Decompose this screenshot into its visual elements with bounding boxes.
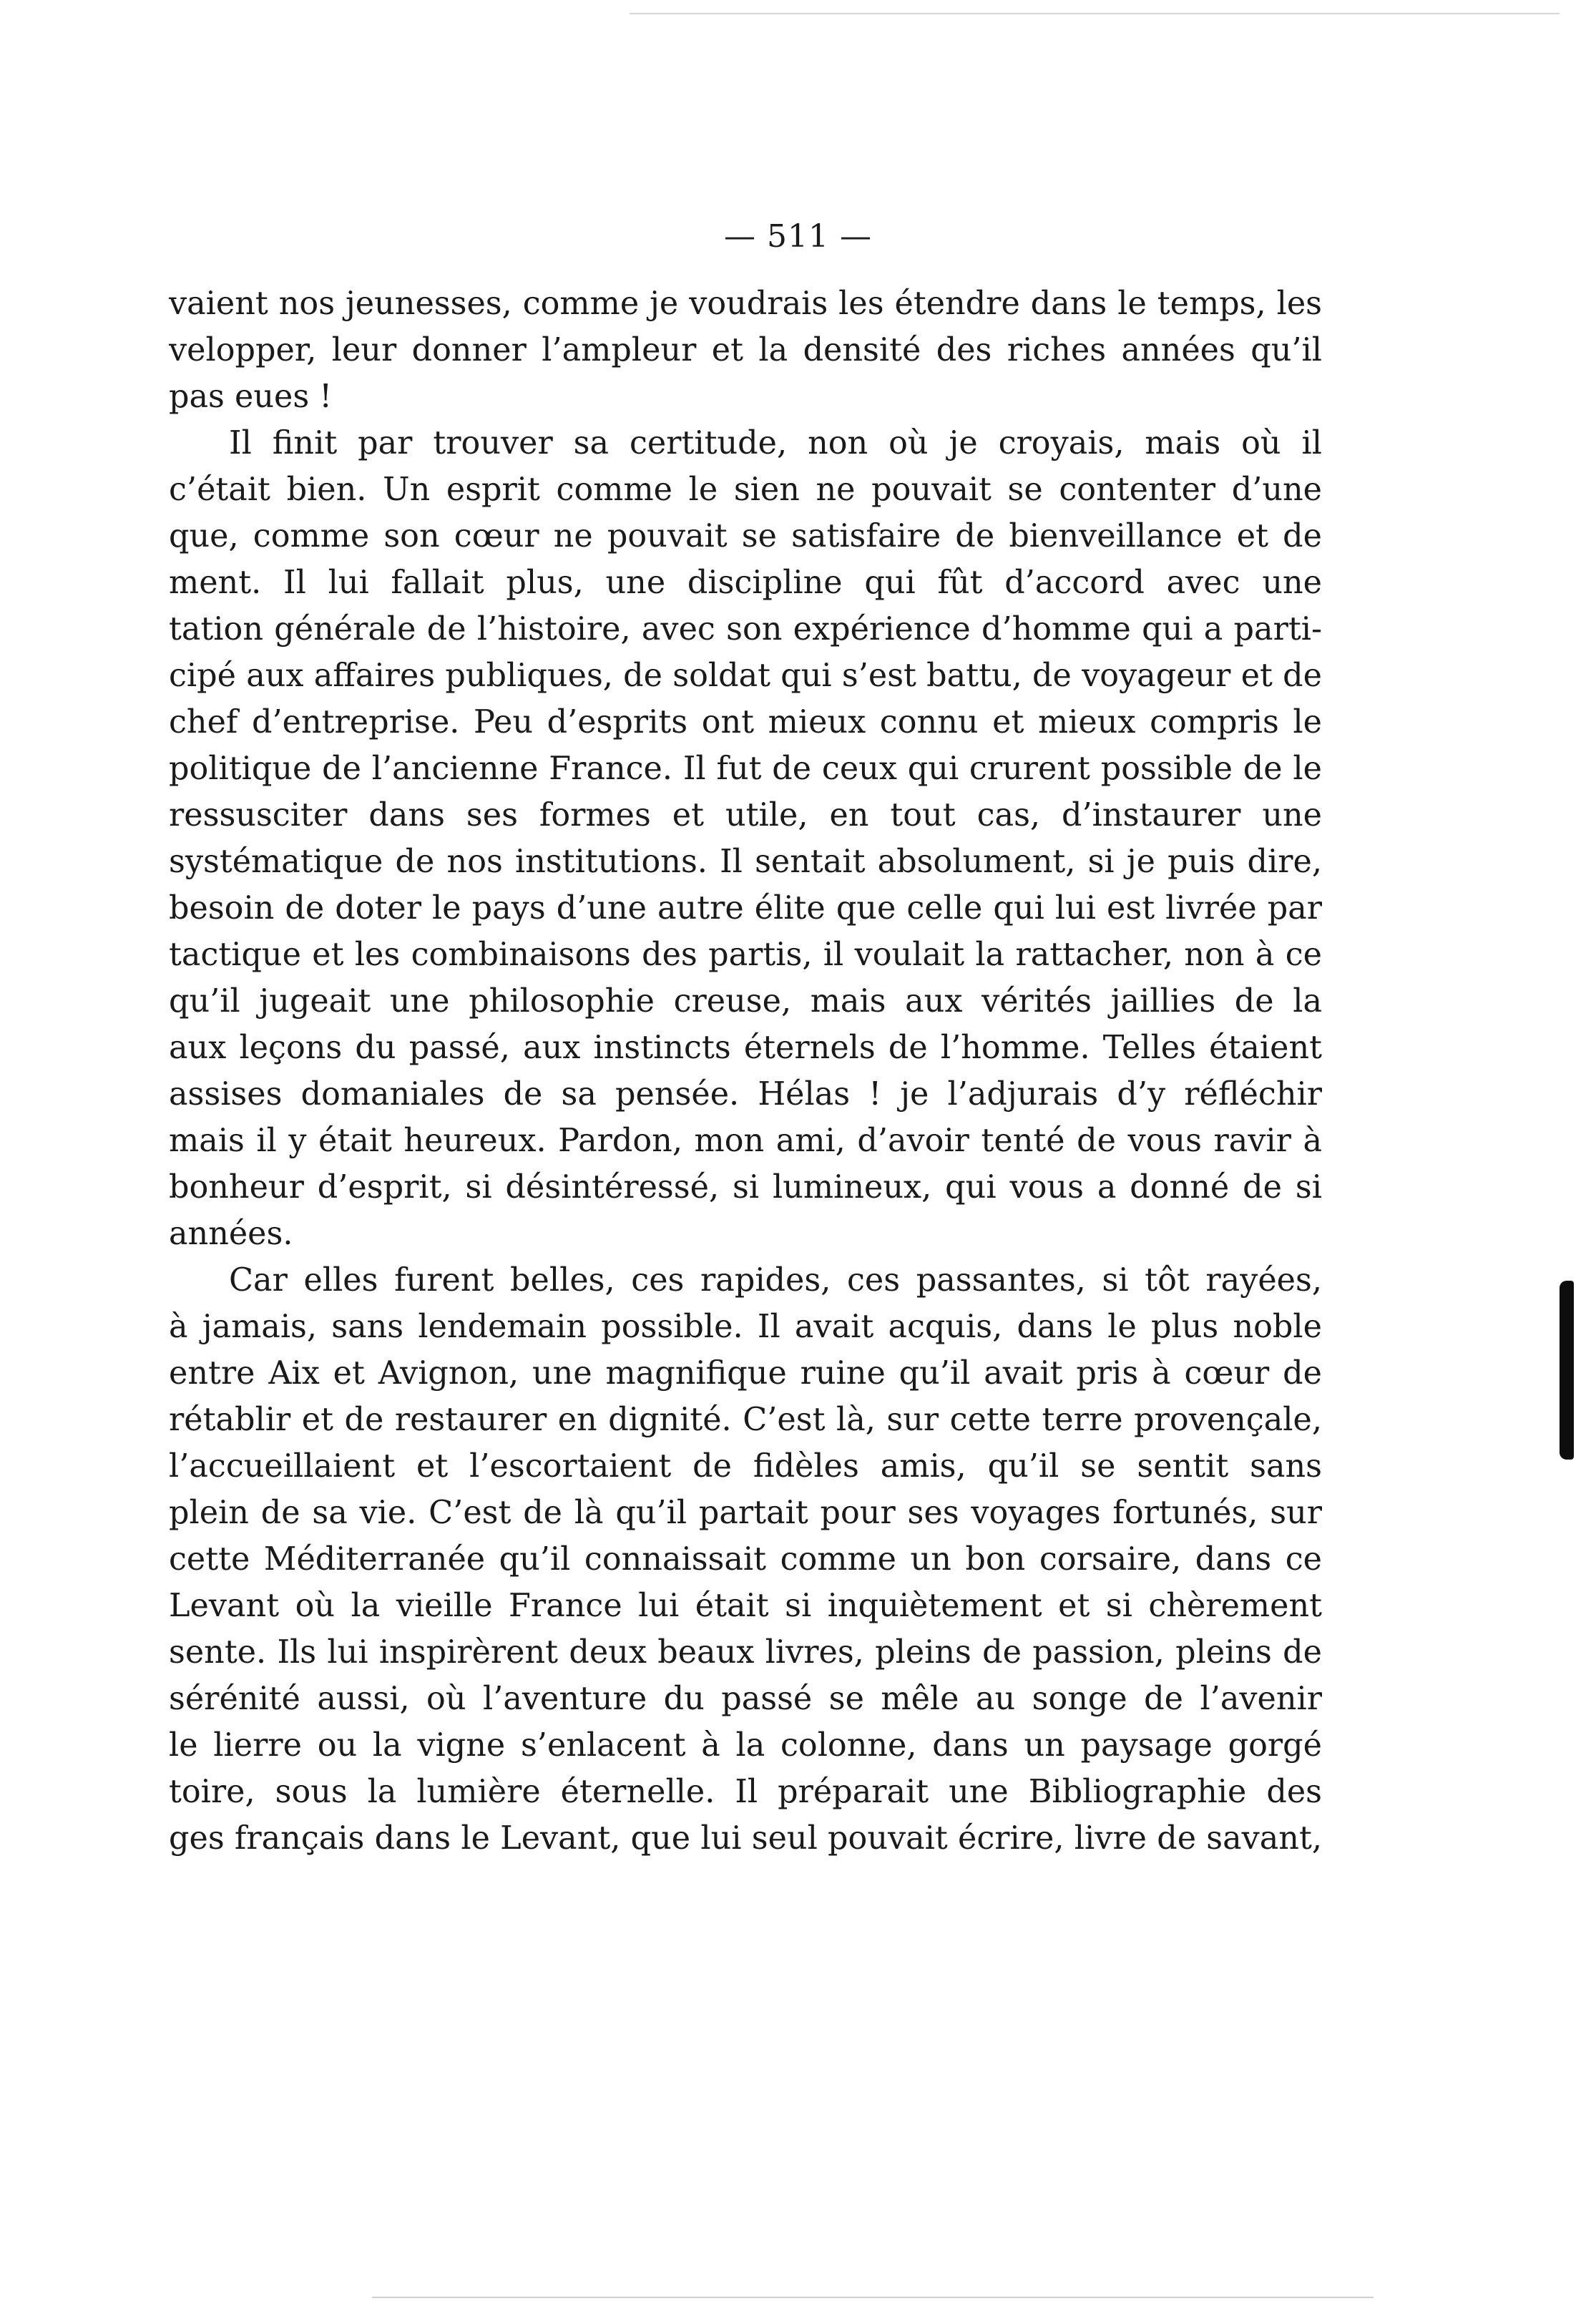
- text-line: velopper, leur donner l’ampleur et la densité des riches années qu’il: [169, 332, 1322, 368]
- text-line: sente. Ils lui inspirèrent deux beaux livres, pleins de passion, pleins de: [169, 1634, 1322, 1671]
- text-line: rétablir et de restaurer en dignité. C’est là, sur cette terre provençale,: [169, 1402, 1322, 1438]
- text-line: ges français dans le Levant, que lui seul pouvait écrire, livre de savant,: [169, 1820, 1322, 1857]
- text-line: ressusciter dans ses formes et utile, en tout cas, d’instaurer une: [169, 797, 1322, 834]
- text-line: bonheur d’esprit, si désintéressé, si lumineux, qui vous a donné de si: [169, 1169, 1322, 1206]
- text-line: années.: [169, 1216, 293, 1252]
- text-line: aux leçons du passé, aux instincts éternels de l’homme. Telles étaient: [169, 1030, 1322, 1066]
- body-text: [169, 280, 1322, 1862]
- text-line: vaient nos jeunesses, comme je voudrais les étendre dans le temps, les: [169, 285, 1322, 322]
- text-line: sérénité aussi, où l’aventure du passé se mêle au songe de l’avenir: [169, 1681, 1322, 1717]
- text-line: ment. Il lui fallait plus, une discipline qui fût d’accord avec une: [169, 565, 1322, 601]
- text-line: qu’il jugeait une philosophie creuse, mais aux vérités jaillies de la: [169, 983, 1322, 1020]
- text-line: Car elles furent belles, ces rapides, ces passantes, si tôt rayées,: [229, 1262, 1322, 1299]
- text-line: Levant où la vieille France lui était si inquiètement et si chèrement: [169, 1588, 1322, 1624]
- text-line: tation générale de l’histoire, avec son expérience d’homme qui a parti-: [169, 611, 1322, 648]
- text-line: cette Méditerranée qu’il connaissait comme un bon corsaire, dans ce: [169, 1541, 1322, 1578]
- text-line: pas eues !: [169, 378, 333, 415]
- text-line: cipé aux affaires publiques, de soldat qui s’est battu, de voyageur et de: [169, 658, 1322, 694]
- text-line: systématique de nos institutions. Il sentait absolument, si je puis dire,: [169, 844, 1322, 880]
- text-line: besoin de doter le pays d’une autre élite que celle qui lui est livrée par: [169, 890, 1322, 927]
- scan-top-edge: [630, 13, 1560, 14]
- text-line: entre Aix et Avignon, une magnifique ruine qu’il avait pris à cœur de: [169, 1355, 1322, 1392]
- text-line: toire, sous la lumière éternelle. Il préparait une Bibliographie des: [169, 1774, 1322, 1810]
- scan-edge-shadow: [1560, 1281, 1574, 1460]
- scan-bottom-edge: [372, 2297, 1374, 2298]
- text-line: chef d’entreprise. Peu d’esprits ont mieux connu et mieux compris le: [169, 704, 1322, 741]
- text-line: assises domaniales de sa pensée. Hélas ! je l’adjurais d’y réfléchir: [169, 1076, 1322, 1113]
- text-line: à jamais, sans lendemain possible. Il avait acquis, dans le plus noble: [169, 1309, 1322, 1345]
- text-line: mais il y était heureux. Pardon, mon ami, d’avoir tenté de vous ravir à: [169, 1123, 1322, 1159]
- text-line: c’était bien. Un esprit comme le sien ne pouvait se contenter d’une: [169, 471, 1322, 508]
- text-line: Il finit par trouver sa certitude, non où je croyais, mais où il: [229, 425, 1322, 461]
- text-line: que, comme son cœur ne pouvait se satisfaire de bienveillance et de: [169, 518, 1322, 554]
- text-line: tactique et les combinaisons des partis, il voulait la rattacher, non à ce: [169, 937, 1322, 973]
- page-number: — 511 —: [724, 218, 872, 255]
- text-line: plein de sa vie. C’est de là qu’il partait pour ses voyages fortunés, sur: [169, 1495, 1322, 1531]
- text-line: l’accueillaient et l’escortaient de fidèles amis, qu’il se sentit sans: [169, 1448, 1322, 1485]
- text-line: le lierre ou la vigne s’enlacent à la colonne, dans un paysage gorgé: [169, 1727, 1322, 1764]
- text-line: politique de l’ancienne France. Il fut de ceux qui crurent possible de le: [169, 751, 1322, 787]
